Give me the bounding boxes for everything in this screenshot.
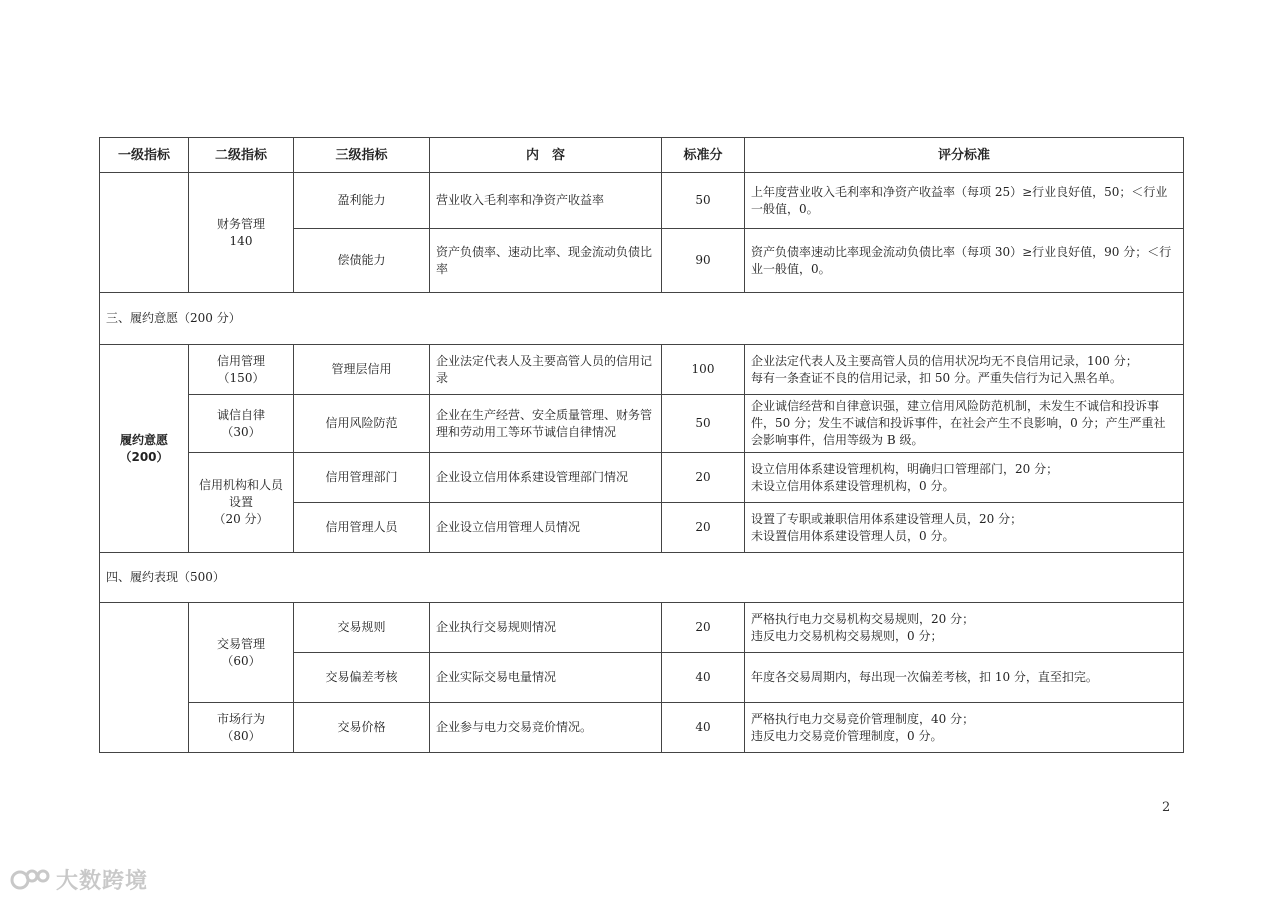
level2-score: 140 — [229, 233, 253, 248]
score-cell: 90 — [662, 229, 745, 293]
page-number: 2 — [1162, 800, 1171, 815]
score-cell: 100 — [662, 345, 745, 395]
level3-cell: 信用管理人员 — [294, 503, 430, 553]
criteria-cell — [745, 703, 1184, 753]
score-cell: 20 — [662, 503, 745, 553]
criteria-cell: 上年度营业收入毛利率和净资产收益率（每项 25）≥行业良好值，50；＜行业一般值，0。 — [745, 173, 1184, 229]
watermark-text: 大数跨境 — [56, 869, 149, 894]
level1-cell — [100, 345, 189, 553]
level2-score: （20 分） — [213, 512, 269, 526]
section-row — [100, 553, 1184, 603]
level2-cell — [189, 173, 294, 293]
level2-name: 交易管理 — [216, 636, 265, 651]
level1-name: 履约意愿 — [119, 432, 168, 447]
criteria-line: 违反电力交易竞价管理制度，0 分。 — [751, 728, 943, 743]
scoring-table — [99, 137, 1184, 753]
level3-cell: 管理层信用 — [294, 345, 430, 395]
content-cell: 企业设立信用体系建设管理部门情况 — [430, 453, 662, 503]
level3-cell: 交易偏差考核 — [294, 653, 430, 703]
table-row — [100, 395, 1184, 453]
table-row — [100, 453, 1184, 503]
score-cell: 50 — [662, 395, 745, 453]
level2-score: （80） — [221, 728, 261, 743]
header-standard-score: 标准分 — [662, 138, 745, 173]
criteria-line: 未设置信用体系建设管理人员，0 分。 — [751, 528, 955, 543]
content-cell: 营业收入毛利率和净资产收益率 — [430, 173, 662, 229]
level2-cell — [189, 453, 294, 553]
level2-name: 市场行为 — [216, 711, 265, 726]
criteria-cell — [745, 603, 1184, 653]
score-cell: 40 — [662, 703, 745, 753]
criteria-cell — [745, 345, 1184, 395]
watermark — [10, 864, 148, 895]
level2-score: （150） — [217, 370, 265, 385]
level2-name: 信用机构和人员设置 — [198, 478, 283, 509]
level2-score: （30） — [221, 424, 261, 439]
level3-cell: 信用风险防范 — [294, 395, 430, 453]
criteria-line: 严格执行电力交易机构交易规则，20 分； — [751, 611, 975, 626]
level2-cell — [189, 603, 294, 703]
header-level3: 三级指标 — [294, 138, 430, 173]
section-title: 四、履约表现（500） — [100, 553, 1184, 603]
criteria-line: 每有一条查证不良的信用记录，扣 50 分。严重失信行为记入黑名单。 — [751, 370, 1122, 385]
criteria-cell: 企业诚信经营和自律意识强，建立信用风险防范机制，未发生不诚信和投诉事件，50 分；发生不诚信和投诉事件，在社会产生不良影响，0 分；产生严重社会影响事件，信用等级为 B 级。 — [745, 395, 1184, 453]
criteria-line: 违反电力交易机构交易规则，0 分； — [751, 628, 943, 643]
level3-cell: 交易规则 — [294, 603, 430, 653]
level2-name: 信用管理 — [216, 353, 265, 368]
table-row — [100, 703, 1184, 753]
header-row — [100, 138, 1184, 173]
content-cell: 企业法定代表人及主要高管人员的信用记录 — [430, 345, 662, 395]
level3-cell: 交易价格 — [294, 703, 430, 753]
level2-score: （60） — [221, 653, 261, 668]
content-cell: 企业设立信用管理人员情况 — [430, 503, 662, 553]
header-content: 内 容 — [430, 138, 662, 173]
criteria-cell: 年度各交易周期内，每出现一次偏差考核，扣 10 分，直至扣完。 — [745, 653, 1184, 703]
score-cell: 20 — [662, 603, 745, 653]
table-row — [100, 603, 1184, 653]
level3-cell: 偿债能力 — [294, 229, 430, 293]
header-criteria: 评分标准 — [745, 138, 1184, 173]
content-cell: 企业在生产经营、安全质量管理、财务管理和劳动用工等环节诚信自律情况 — [430, 395, 662, 453]
level2-cell — [189, 345, 294, 395]
criteria-cell — [745, 503, 1184, 553]
score-cell: 20 — [662, 453, 745, 503]
level1-cell-empty — [100, 173, 189, 293]
table-row — [100, 173, 1184, 229]
content-cell: 资产负债率、速动比率、现金流动负债比率 — [430, 229, 662, 293]
level2-name: 财务管理 — [216, 216, 265, 231]
criteria-line: 未设立信用体系建设管理机构，0 分。 — [751, 478, 955, 493]
criteria-cell: 资产负债率速动比率现金流动负债比率（每项 30）≥行业良好值，90 分；＜行业一般值，0。 — [745, 229, 1184, 293]
content-cell: 企业参与电力交易竞价情况。 — [430, 703, 662, 753]
level2-cell — [189, 395, 294, 453]
criteria-line: 企业法定代表人及主要高管人员的信用状况均无不良信用记录，100 分； — [751, 353, 1138, 368]
table-row — [100, 345, 1184, 395]
criteria-cell — [745, 453, 1184, 503]
section-title: 三、履约意愿（200 分） — [100, 293, 1184, 345]
header-level2: 二级指标 — [189, 138, 294, 173]
level3-cell: 信用管理部门 — [294, 453, 430, 503]
level2-name: 诚信自律 — [216, 407, 265, 422]
score-cell: 50 — [662, 173, 745, 229]
watermark-logo-icon — [10, 866, 50, 894]
criteria-line: 设置了专职或兼职信用体系建设管理人员，20 分； — [751, 511, 1023, 526]
criteria-line: 严格执行电力交易竞价管理制度，40 分； — [751, 711, 975, 726]
content-cell: 企业实际交易电量情况 — [430, 653, 662, 703]
header-level1: 一级指标 — [100, 138, 189, 173]
level1-score: （200） — [119, 449, 169, 464]
score-cell: 40 — [662, 653, 745, 703]
criteria-line: 设立信用体系建设管理机构，明确归口管理部门，20 分； — [751, 461, 1059, 476]
level3-cell: 盈利能力 — [294, 173, 430, 229]
level1-cell-empty — [100, 603, 189, 753]
content-cell: 企业执行交易规则情况 — [430, 603, 662, 653]
level2-cell — [189, 703, 294, 753]
section-row — [100, 293, 1184, 345]
